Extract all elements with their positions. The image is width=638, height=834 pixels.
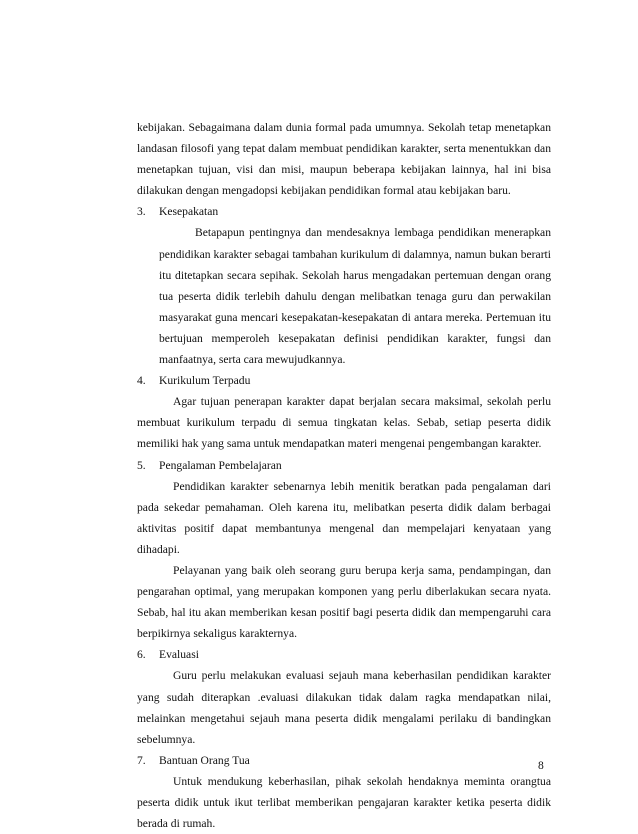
paragraph-kesepakatan: Betapapun pentingnya dan mendesaknya lembaga pendidikan menerapkan pendidikan karakter sebagai tambahan kurikulum di dalamnya, namun bukan berarti itu ditetapkan secara sepihak. Sekolah harus mengadakan pertemuan dengan orang tua peserta didik terlebih dahulu dengan melibatkan tenaga guru dan perwakilan masyarakat guna mencari kesepakatan-kesepakatan di antara mereka. Pertemuan itu bertujuan memperoleh kesepakatan definisi pendidikan karakter, fungsi dan manfaatnya, serta cara mewujudkannya. [159, 226, 551, 367]
heading-number: 4. [137, 374, 146, 388]
heading-number: 5. [137, 458, 146, 472]
heading-title: Evaluasi [159, 648, 199, 662]
page-content [137, 117, 551, 834]
paragraph-kurikulum: Agar tujuan penerapan karakter dapat berjalan secara maksimal, sekolah perlu membuat kurikulum terpadu di semua tingkatan kelas. Sebab, setiap peserta didik memiliki hak yang sama untuk mendapatkan materi mengenai pengembangan karakter. [137, 395, 551, 451]
heading-title: Pengalaman Pembelajaran [159, 458, 282, 472]
paragraph-kebijakan: kebijakan. Sebagaimana dalam dunia formal pada umumnya. Sekolah tetap menetapkan landasan filosofi yang tepat dalam membuat pendidikan karakter, serta menentukkan dan menetapkan tujuan, visi dan misi, maupun beberapa kebijakan lainnya, hal ini bisa dilakukan dengan mengadopsi kebijakan pendidikan formal atau kebijakan baru. [137, 121, 551, 198]
heading-kurikulum-terpadu [137, 370, 551, 391]
heading-number: 6. [137, 648, 146, 662]
heading-title: Kesepakatan [159, 205, 219, 219]
heading-evaluasi [137, 644, 551, 665]
paragraph-evaluasi: Guru perlu melakukan evaluasi sejauh mana keberhasilan pendidikan karakter yang sudah diterapkan .evaluasi dilakukan tidak dalam ragka mendapatkan nilai, melainkan mengetahui sejauh mana peserta didik mengalami perilaku di bandingkan sebelumnya. [137, 669, 551, 746]
page-number: 8 [538, 759, 544, 772]
paragraph-bantuan: Untuk mendukung keberhasilan, pihak sekolah hendaknya meminta orangtua peserta didik untuk ikut terlibat memberikan pengajaran karakter ketika peserta didik berada di rumah. [137, 774, 551, 831]
heading-number: 7. [137, 753, 146, 767]
heading-number: 3. [137, 205, 146, 219]
heading-pengalaman-pembelajaran [137, 455, 551, 476]
heading-title: Kurikulum Terpadu [159, 374, 251, 388]
paragraph-pengalaman-1: Pendidikan karakter sebenarnya lebih menitik beratkan pada pengalaman dari pada sekedar pemahaman. Oleh karena itu, melibatkan peserta didik dalam berbagai aktivitas positif dapat membantunya mengenal dan mempelajari kenyataan yang dihadapi. [137, 479, 551, 556]
heading-bantuan-orang-tua [137, 750, 551, 771]
heading-kesepakatan [137, 201, 551, 222]
paragraph-pengalaman-2: Pelayanan yang baik oleh seorang guru berupa kerja sama, pendampingan, dan pengarahan optimal, yang merupakan komponen yang perlu diberlakukan secara nyata. Sebab, hal itu akan memberikan kesan positif bagi peserta didik dan mempengaruhi cara berpikirnya sekaligus karakternya. [137, 563, 551, 641]
heading-title: Bantuan Orang Tua [159, 753, 250, 767]
